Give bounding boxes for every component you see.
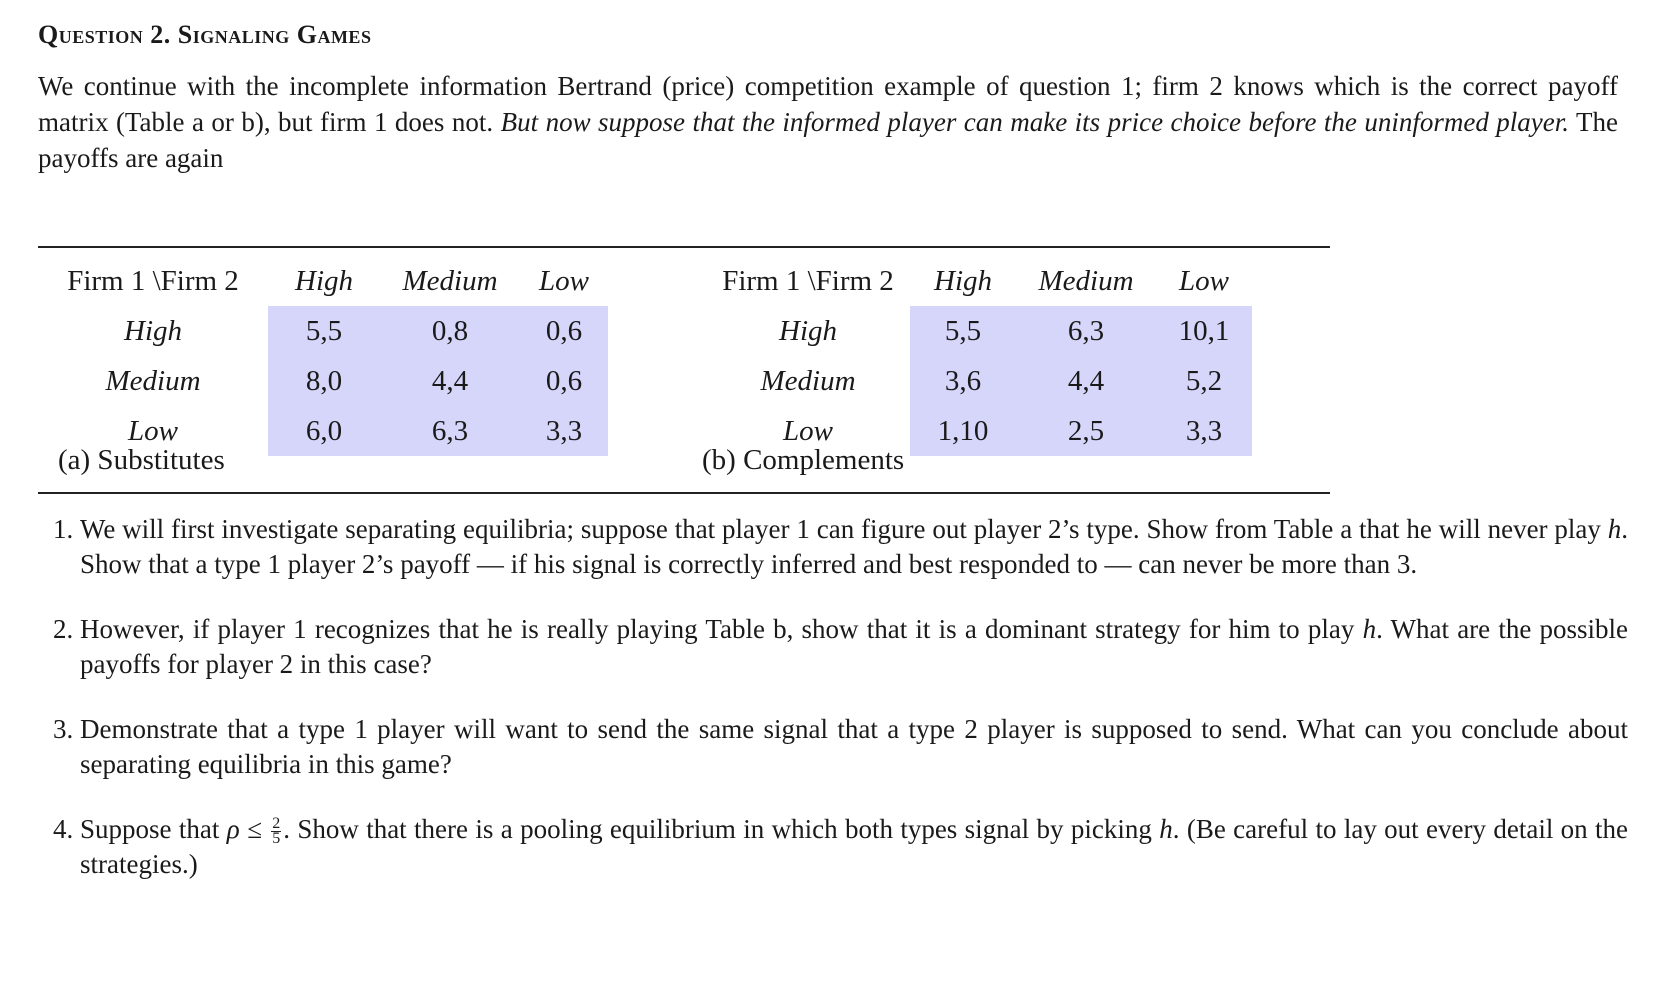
table-a-corner: Firm 1 \Firm 2 xyxy=(67,264,239,297)
table-b-col-header: High xyxy=(934,264,992,297)
q4-text-c: . (Be careful to lay out every detail on the strategies.) xyxy=(80,814,1629,879)
q4-text-b: . Show that there is a pooling equilibrium in which both types signal by picking xyxy=(283,814,1152,844)
table-a-row-header: High xyxy=(124,314,182,347)
fraction-denominator: 5 xyxy=(272,830,281,848)
table-b-cell: 5,2 xyxy=(1156,356,1252,406)
table-a-cell: 3,3 xyxy=(520,406,608,456)
table-b-corner: Firm 1 \Firm 2 xyxy=(722,264,894,297)
question-item-1 xyxy=(80,512,1628,582)
intro-text-2: The payoffs are again xyxy=(38,107,1619,173)
q1-h: h xyxy=(1607,514,1622,544)
table-a-row-header: Low xyxy=(128,414,178,447)
q4-h: h xyxy=(1159,814,1173,844)
table-b-cell: 3,3 xyxy=(1156,406,1252,456)
table-a-cell: 5,5 xyxy=(268,306,380,356)
q4-rho: ρ ≤ xyxy=(226,814,262,844)
section-heading: Question 2. Signaling Games xyxy=(38,20,372,49)
fraction-numerator: 2 xyxy=(272,815,281,833)
q1-text-b: . Show that a type 1 player 2’s payoff — if his signal is correctly inferred and best responded to — can never be more than 3. xyxy=(80,514,1628,579)
q2-text-b: . What are the possible payoffs for player 2 in this case? xyxy=(80,614,1629,679)
q2-text-a: However, if player 1 recognizes that he is really playing Table b, show that it is a dominant strategy for him to play xyxy=(80,614,1355,644)
question-item-3 xyxy=(80,712,1628,782)
table-a-cell: 4,4 xyxy=(380,356,520,406)
document-page xyxy=(38,20,1622,476)
table-a-col-header: Medium xyxy=(402,264,498,297)
table-b-cell: 2,5 xyxy=(1016,406,1156,456)
table-b-cell: 6,3 xyxy=(1016,306,1156,356)
question-item-2 xyxy=(80,612,1628,682)
payoff-table-a xyxy=(38,256,608,456)
table-a-row-header: Medium xyxy=(105,364,201,397)
table-a-col-header: Low xyxy=(539,264,589,297)
intro-text-1: We continue with the incomplete information Bertrand (price) competition example of question 1; firm 2 knows which is the correct payoff matrix (Table a or b), but firm 1 does not. xyxy=(38,71,1618,137)
q4-text-a: Suppose that xyxy=(80,814,227,844)
table-b-row-header: High xyxy=(779,314,837,347)
table-a-cell: 6,0 xyxy=(268,406,380,456)
table-a-cell: 8,0 xyxy=(268,356,380,406)
table-a-cell: 0,8 xyxy=(380,306,520,356)
table-a-col-header: High xyxy=(295,264,353,297)
table-b-cell: 5,5 xyxy=(910,306,1016,356)
fraction-two-fifths xyxy=(271,817,281,846)
table-b-row-header: Medium xyxy=(760,364,856,397)
table-b-col-header: Medium xyxy=(1038,264,1134,297)
table-b-cell: 4,4 xyxy=(1016,356,1156,406)
payoff-tables-block xyxy=(38,246,1330,494)
table-a-cell: 0,6 xyxy=(520,306,608,356)
table-b-caption: (b) Complements xyxy=(702,444,905,476)
table-a-cell: 6,3 xyxy=(380,406,520,456)
q2-h: h xyxy=(1362,614,1377,644)
table-a-cell: 0,6 xyxy=(520,356,608,406)
payoff-table-b xyxy=(706,256,1252,456)
table-b-cell: 1,10 xyxy=(910,406,1016,456)
q1-text-a: We will first investigate separating equilibria; suppose that player 1 can figure out player 2’s type. Show from Table a that he will never play xyxy=(80,514,1601,544)
table-b-cell: 10,1 xyxy=(1156,306,1252,356)
table-b-col-header: Low xyxy=(1179,264,1229,297)
table-b-row-header: Low xyxy=(783,414,833,447)
question-list xyxy=(40,512,1628,912)
question-item-4 xyxy=(80,812,1628,882)
table-b-cell: 3,6 xyxy=(910,356,1016,406)
table-a-caption: (a) Substitutes xyxy=(58,444,225,476)
intro-italic: But now suppose that the informed player can make its price choice before the uninformed player. xyxy=(500,107,1570,137)
intro-paragraph xyxy=(38,68,1618,176)
q3-text-a: Demonstrate that a type 1 player will want to send the same signal that a type 2 player is supposed to send. What can you conclude about separating equilibria in this game? xyxy=(80,714,1628,779)
